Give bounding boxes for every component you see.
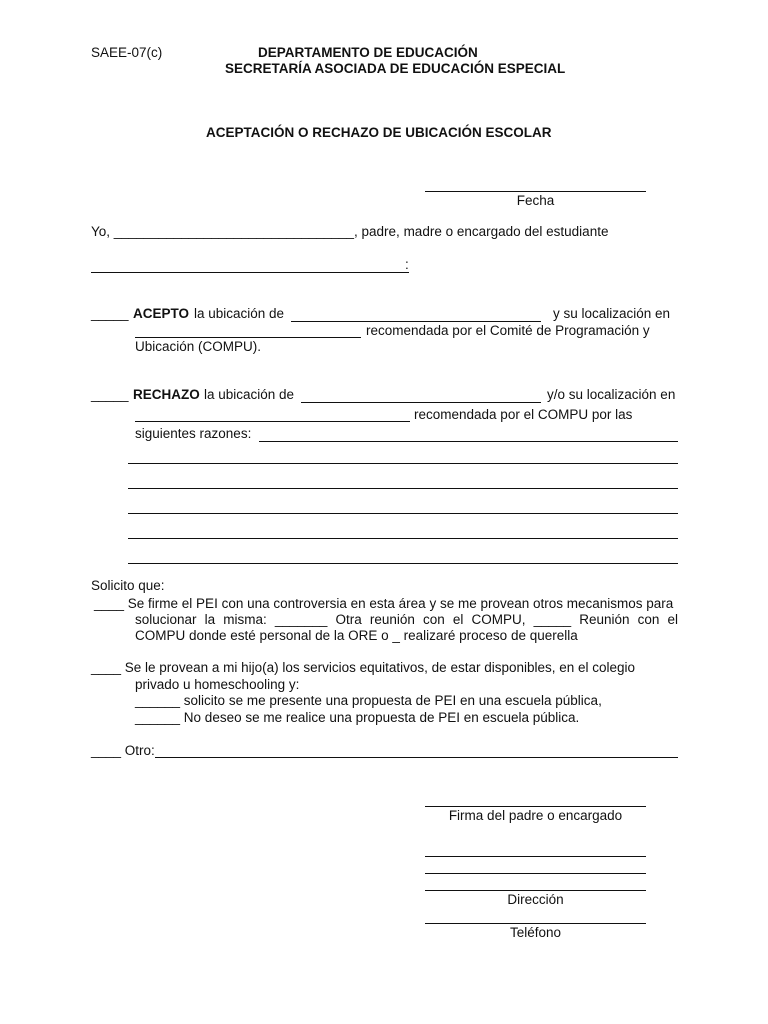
acepto-text-2: y su localización en xyxy=(553,306,671,321)
solicito-option-2-sub-1[interactable]: ______ solicito se me presente una propuesta de PEI en una escuela pública, xyxy=(135,693,602,708)
solicito-option-1-line-3: COMPU donde esté personal de la ORE o _ realizaré proceso de querella xyxy=(135,628,578,643)
solicito-option-2-sub-2[interactable]: ______ No deseo se me realice una propuesta de PEI en escuela pública. xyxy=(135,710,580,725)
direccion-line-2[interactable] xyxy=(425,873,646,874)
acepto-text-3: recomendada por el Comité de Programación y xyxy=(366,323,650,338)
razones-line-6[interactable] xyxy=(128,563,678,564)
firma-line[interactable] xyxy=(425,806,646,807)
acepto-blank[interactable]: _____ xyxy=(91,306,129,321)
otro-label[interactable]: ____ Otro: xyxy=(91,743,155,758)
solicito-heading: Solicito que: xyxy=(91,578,165,593)
rechazo-text-1: la ubicación de xyxy=(204,387,295,402)
intro-yo: Yo, ________________________________, padre, madre o encargado del estudiante xyxy=(91,224,609,239)
acepto-text-4: Ubicación (COMPU). xyxy=(135,339,262,354)
department-name: DEPARTAMENTO DE EDUCACIÓN xyxy=(258,45,478,60)
student-name-line[interactable] xyxy=(91,272,409,273)
solicito-option-2-line-1[interactable]: ____ Se le provean a mi hijo(a) los servicios equitativos, de estar disponibles, en el colegio xyxy=(91,660,636,675)
razones-line-3[interactable] xyxy=(128,488,678,489)
acepto-localizacion-line[interactable] xyxy=(135,337,361,338)
secretariat-name: SECRETARÍA ASOCIADA DE EDUCACIÓN ESPECIAL xyxy=(225,61,566,76)
rechazo-text-2: y/o su localización en xyxy=(547,387,676,402)
telefono-label: Teléfono xyxy=(509,925,562,940)
solicito-option-1-line-2: solucionar la misma: _______ Otra reunión con el COMPU, _____ Reunión con el xyxy=(135,612,678,627)
razones-line-2[interactable] xyxy=(128,463,678,464)
solicito-option-1-line-1[interactable]: ____ Se firme el PEI con una controversia en esta área y se me provean otros mecanismos para xyxy=(94,596,674,611)
otro-line[interactable] xyxy=(155,757,678,758)
acepto-ubicacion-line[interactable] xyxy=(291,321,541,322)
fecha-line[interactable] xyxy=(425,191,646,192)
solicito-option-2-line-2: privado u homeschooling y: xyxy=(135,677,300,692)
rechazo-localizacion-line[interactable] xyxy=(135,421,410,422)
razones-line-5[interactable] xyxy=(128,538,678,539)
direccion-line-1[interactable] xyxy=(425,856,646,857)
razones-line-1[interactable] xyxy=(259,441,678,442)
direccion-label: Dirección xyxy=(507,892,564,907)
rechazo-text-4: siguientes razones: xyxy=(135,426,252,441)
rechazo-keyword: RECHAZO xyxy=(133,387,200,402)
direccion-line-3[interactable] xyxy=(425,890,646,891)
rechazo-blank[interactable]: _____ xyxy=(91,387,129,402)
rechazo-ubicacion-line[interactable] xyxy=(301,402,541,403)
form-code: SAEE-07(c) xyxy=(91,45,163,60)
fecha-label: Fecha xyxy=(516,193,555,208)
acepto-keyword: ACEPTO xyxy=(133,306,190,321)
intro-colon: : xyxy=(405,257,409,272)
rechazo-text-3: recomendada por el COMPU por las xyxy=(414,407,633,422)
acepto-text-1: la ubicación de xyxy=(194,306,285,321)
telefono-line[interactable] xyxy=(425,923,646,924)
page-title: ACEPTACIÓN O RECHAZO DE UBICACIÓN ESCOLAR xyxy=(206,125,552,140)
razones-line-4[interactable] xyxy=(128,513,678,514)
firma-label: Firma del padre o encargado xyxy=(448,808,623,823)
